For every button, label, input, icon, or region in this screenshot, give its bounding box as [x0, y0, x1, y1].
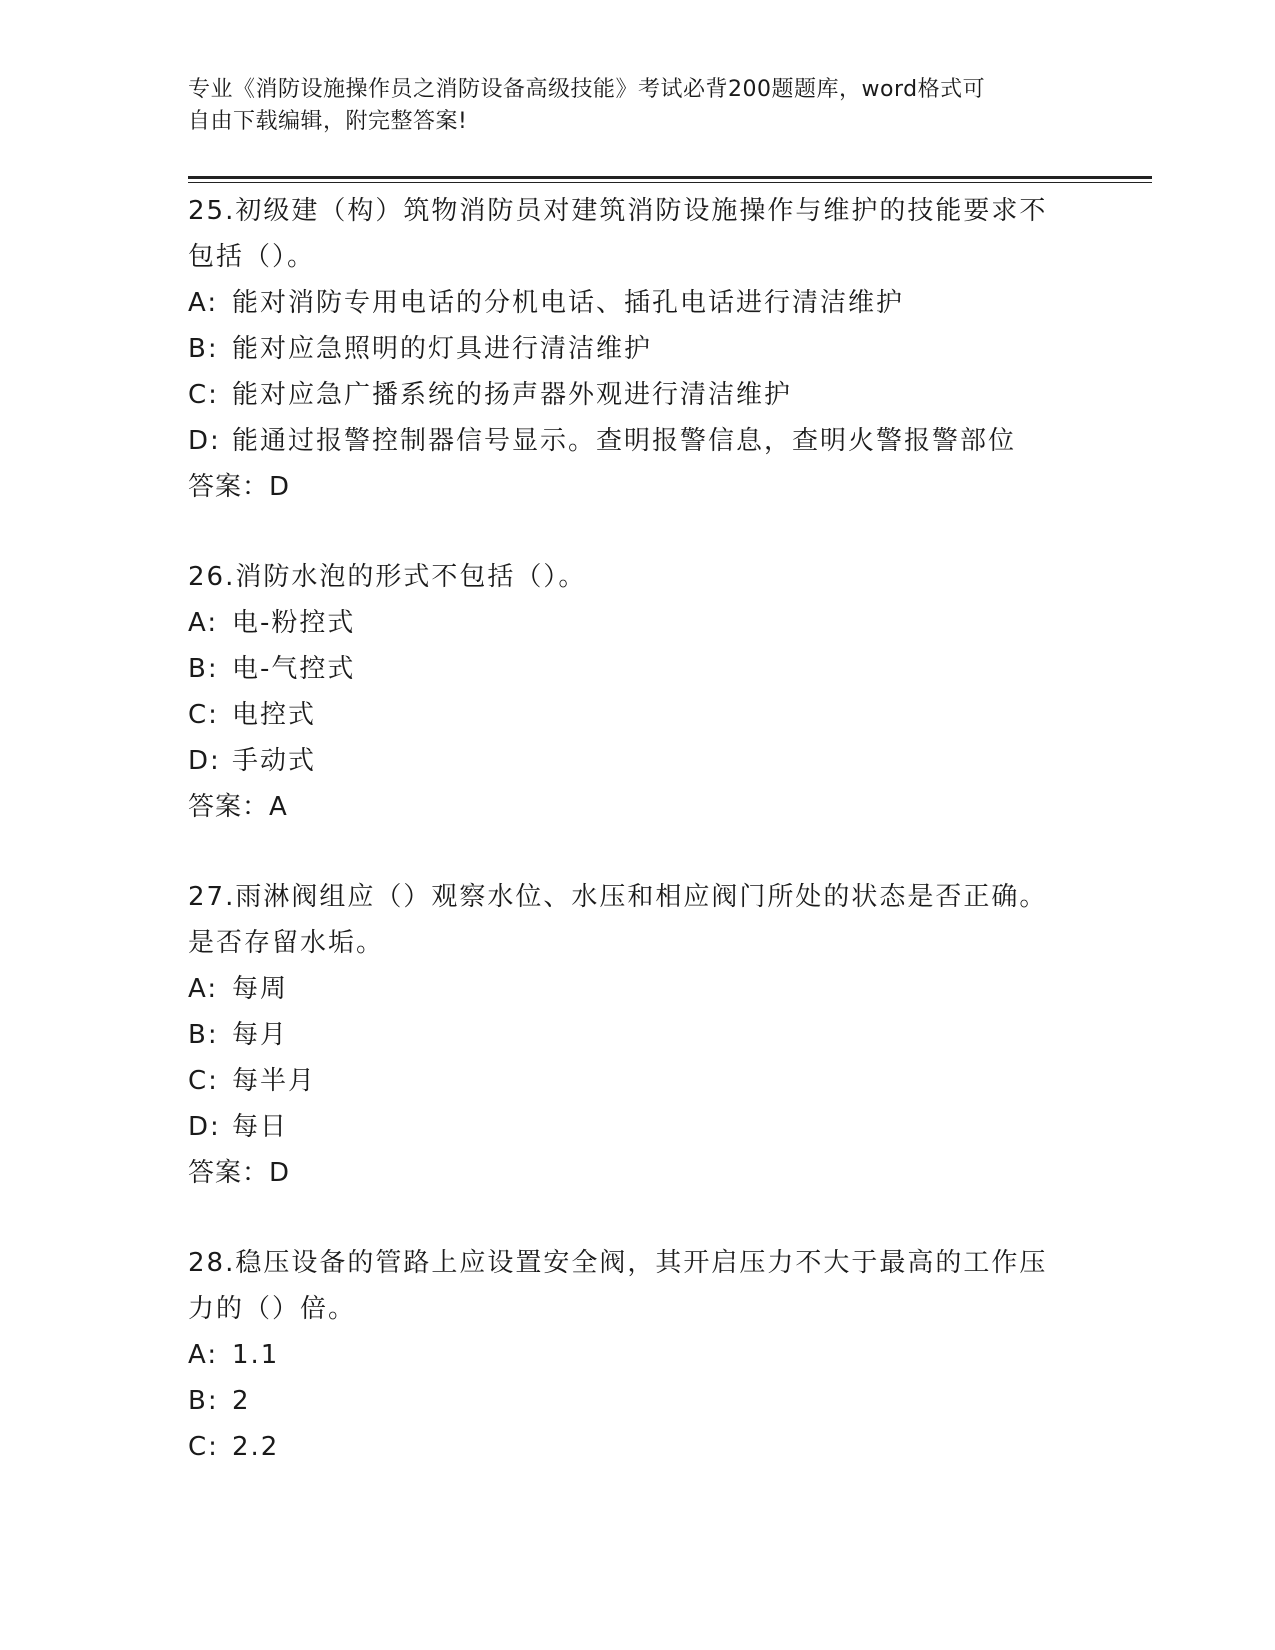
option-a [188, 600, 1088, 646]
header-line-2: 自由下载编辑，附完整答案! [188, 109, 468, 134]
header-line-1: 专业《消防设施操作员之消防设备高级技能》考试必背200题题库，word格式可 [188, 77, 986, 102]
question-28 [188, 1240, 1088, 1470]
option-c [188, 1424, 1088, 1470]
header-divider-thin [188, 182, 1152, 183]
question-25 [188, 188, 1088, 510]
answer-line: 答案：D [188, 1158, 291, 1188]
option-letter: A: [188, 974, 219, 1004]
option-text: 每日 [232, 1112, 289, 1142]
option-text: 每月 [232, 1020, 289, 1050]
question-27 [188, 874, 1088, 1196]
option-text: 能对消防专用电话的分机电话、插孔电话进行清洁维护 [232, 288, 905, 318]
option-text: 能对应急照明的灯具进行清洁维护 [232, 334, 653, 364]
option-d [188, 738, 1088, 784]
option-d [188, 418, 1088, 464]
option-a [188, 1332, 1088, 1378]
option-text: 每周 [232, 974, 289, 1004]
option-text: 能对应急广播系统的扬声器外观进行清洁维护 [232, 380, 793, 410]
question-stem-line-2: 是否存留水垢。 [188, 928, 385, 958]
option-text: 电控式 [232, 700, 317, 730]
question-26 [188, 554, 1088, 830]
option-b [188, 1012, 1088, 1058]
option-letter: D: [188, 1112, 221, 1142]
option-letter: C: [188, 380, 219, 410]
document-header [188, 74, 1068, 138]
question-stem-line-1: 27.雨淋阀组应（）观察水位、水压和相应阀门所处的状态是否正确。 [188, 882, 1048, 912]
question-stem-line-1: 28.稳压设备的管路上应设置安全阀，其开启压力不大于最高的工作压 [188, 1248, 1048, 1278]
option-c [188, 692, 1088, 738]
option-a [188, 280, 1088, 326]
question-stem-line-1: 25.初级建（构）筑物消防员对建筑消防设施操作与维护的技能要求不 [188, 196, 1048, 226]
option-text: 1.1 [232, 1340, 280, 1370]
option-letter: B: [188, 1020, 219, 1050]
option-text: 能通过报警控制器信号显示。查明报警信息，查明火警报警部位 [232, 426, 1017, 456]
question-list [188, 188, 1088, 1514]
answer-line: 答案：A [188, 792, 288, 822]
option-b [188, 1378, 1088, 1424]
answer-line: 答案：D [188, 472, 291, 502]
question-stem-line-2: 包括（）。 [188, 242, 316, 272]
option-letter: D: [188, 746, 221, 776]
option-text: 电-粉控式 [232, 608, 356, 638]
option-d [188, 1104, 1088, 1150]
option-letter: A: [188, 608, 219, 638]
option-text: 2 [232, 1386, 251, 1416]
option-letter: B: [188, 1386, 219, 1416]
option-letter: A: [188, 288, 219, 318]
option-text: 2.2 [232, 1432, 280, 1462]
option-letter: A: [188, 1340, 219, 1370]
option-text: 手动式 [232, 746, 317, 776]
option-letter: C: [188, 700, 219, 730]
option-letter: B: [188, 654, 219, 684]
option-text: 每半月 [232, 1066, 317, 1096]
option-letter: C: [188, 1432, 219, 1462]
option-letter: C: [188, 1066, 219, 1096]
option-b [188, 646, 1088, 692]
option-letter: B: [188, 334, 219, 364]
option-c [188, 372, 1088, 418]
option-letter: D: [188, 426, 221, 456]
header-divider-thick [188, 176, 1152, 179]
option-a [188, 966, 1088, 1012]
option-b [188, 326, 1088, 372]
question-stem-line-1: 26.消防水泡的形式不包括（）。 [188, 562, 587, 592]
option-c [188, 1058, 1088, 1104]
option-text: 电-气控式 [232, 654, 356, 684]
question-stem-line-2: 力的（）倍。 [188, 1294, 357, 1324]
